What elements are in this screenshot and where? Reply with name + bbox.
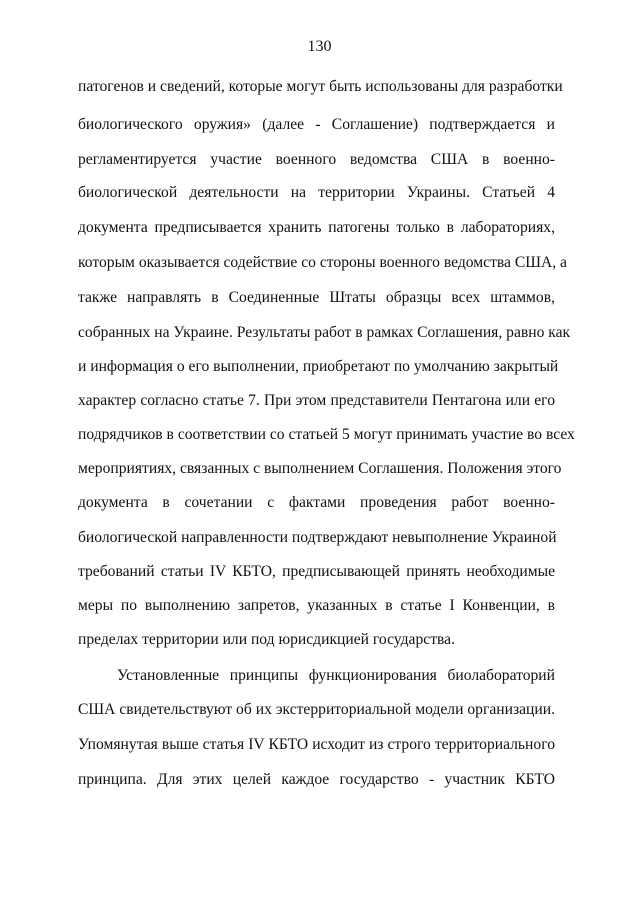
text-line: биологической направленности подтверждают невыполнение Украиной [78, 529, 557, 546]
text-line: патогенов и сведений, которые могут быть использованы для разработки [78, 78, 563, 95]
text-line: меры по выполнению запретов, указанных в статье I Конвенции, в [78, 597, 555, 614]
text-line: требований статьи IV КБТО, предписывающей принять необходимые [78, 563, 555, 580]
text-line: документа предписывается хранить патогены только в лабораториях, [78, 219, 555, 236]
text-line: также направлять в Соединенные Штаты образцы всех штаммов, [78, 289, 555, 306]
text-line: биологической деятельности на территории Украины. Статьей 4 [78, 184, 555, 201]
text-line: и информация о его выполнении, приобретают по умолчанию закрытый [78, 358, 559, 375]
text-line: биологического оружия» (далее - Соглашение) подтверждается и [78, 116, 555, 133]
text-line: собранных на Украине. Результаты работ в рамках Соглашения, равно как [78, 324, 571, 341]
text-line: подрядчиков в соответствии со статьей 5 могут принимать участие во всех [78, 426, 575, 443]
text-line: США свидетельствуют об их экстерриториальной модели организации. [78, 701, 555, 718]
text-line: характер согласно статье 7. При этом представители Пентагона или его [78, 392, 555, 409]
text-line: которым оказывается содействие со стороны военного ведомства США, а [78, 254, 567, 271]
text-line: регламентируется участие военного ведомства США в военно- [78, 151, 555, 168]
page-number: 130 [307, 38, 332, 55]
text-line: принципа. Для этих целей каждое государство - участник КБТО [78, 771, 555, 788]
text-line: Упомянутая выше статья IV КБТО исходит из строго территориального [78, 736, 555, 753]
text-line-indented: Установленные принципы функционирования биолабораторий [117, 667, 555, 684]
text-line: мероприятиях, связанных с выполнением Соглашения. Положения этого [78, 460, 562, 477]
text-line: документа в сочетании с фактами проведения работ военно- [78, 494, 555, 511]
text-line: пределах территории или под юрисдикцией государства. [78, 631, 455, 648]
